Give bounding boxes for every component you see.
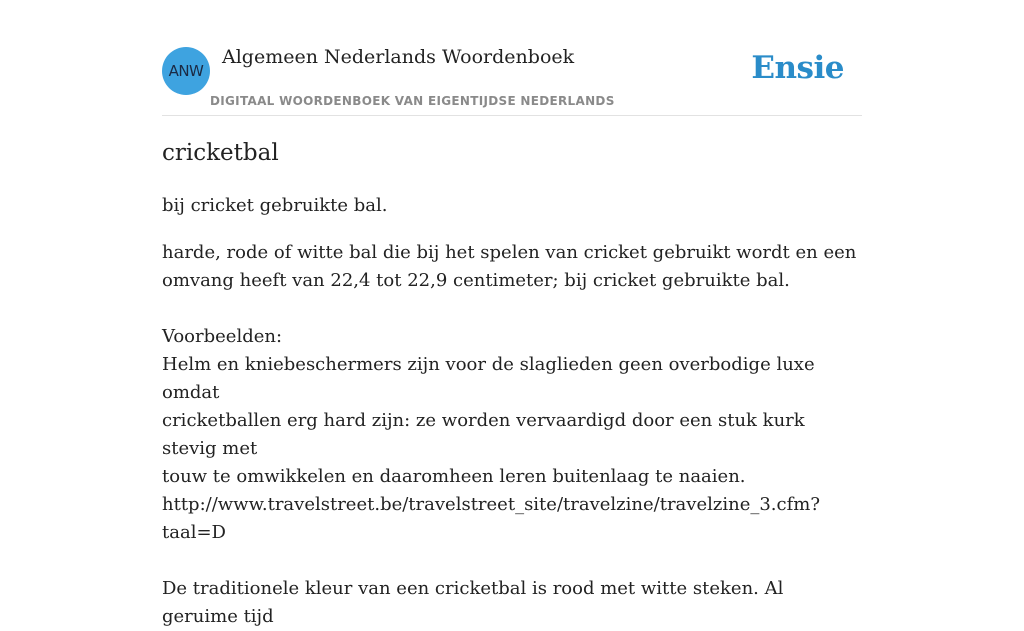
anw-logo[interactable] [162,47,210,95]
example-line: Helm en kniebeschermers zijn voor de slaglieden geen overbodige luxe omdat [162,354,815,403]
entry-headword: cricketbal [162,140,279,166]
example-line: cricketballen erg hard zijn: ze worden vervaardigd door een stuk kurk stevig met [162,410,805,459]
site-header [162,0,862,116]
examples-label: Voorbeelden: [162,326,283,347]
example-source: http://www.travelstreet.be/travelstreet_site/travelzine/travelzine_3.cfm?taal=D [162,494,820,543]
definition-line: omvang heeft van 22,4 tot 22,9 centimeter; bij cricket gebruikte bal. [162,270,790,291]
page-container [162,0,862,627]
example-line: De traditionele kleur van een cricketbal is rood met witte steken. Al geruime tijd [162,578,784,627]
site-title[interactable]: Algemeen Nederlands Woordenboek [222,46,575,68]
short-definition: bij cricket gebruikte bal. [162,195,388,216]
spacer [162,547,862,575]
spacer [162,295,862,323]
definition-line: harde, rode of witte bal die bij het spelen van cricket gebruikt wordt en een [162,242,857,263]
site-subtitle: DIGITAAL WOORDENBOEK VAN EIGENTIJDSE NEDERLANDS [210,94,615,108]
ensie-logo[interactable]: Ensie [751,50,844,86]
logo-text: ANW [168,62,204,80]
long-definition [162,239,862,631]
example-line: touw te omwikkelen en daaromheen leren buitenlaag te naaien. [162,466,746,487]
